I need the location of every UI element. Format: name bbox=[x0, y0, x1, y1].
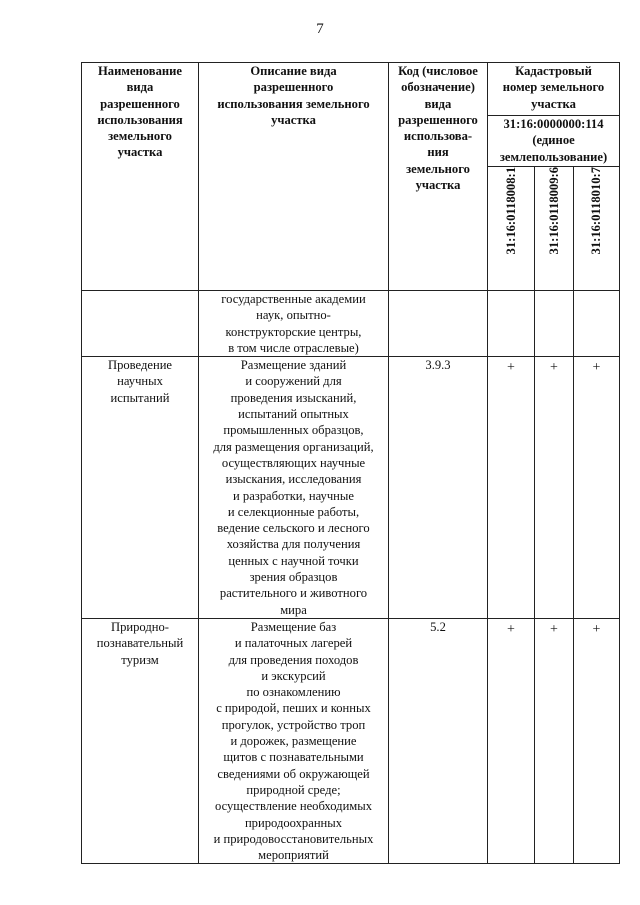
mark-text: + bbox=[592, 360, 601, 376]
header-cadastral-unified-text: 31:16:0000000:114 (единое землепользование) bbox=[499, 117, 608, 164]
page-number: 7 bbox=[316, 21, 324, 37]
header-code bbox=[389, 63, 488, 291]
header-row-1 bbox=[82, 63, 620, 116]
header-code-text: Код (числовое обозначение) вида разрешенного использова- ния земельного участка bbox=[398, 64, 478, 193]
mark-text: + bbox=[550, 360, 558, 376]
cell-description bbox=[199, 618, 389, 863]
table-row bbox=[82, 618, 620, 863]
header-description bbox=[199, 63, 389, 291]
header-name bbox=[82, 63, 199, 291]
mark-text: + bbox=[507, 360, 515, 376]
table-row-continuation bbox=[82, 291, 620, 357]
header-cadastral-title bbox=[488, 63, 620, 116]
cell-description bbox=[199, 357, 389, 619]
header-subnumber-2 bbox=[535, 167, 574, 291]
table-row bbox=[82, 357, 620, 619]
cell-name-text: Природно- познавательный туризм bbox=[96, 619, 184, 667]
mark-text: + bbox=[550, 621, 558, 637]
cell-code-text: 5.2 bbox=[430, 619, 446, 634]
header-cadastral-unified bbox=[488, 116, 620, 167]
cell-mark-2 bbox=[535, 357, 574, 619]
mark-text bbox=[574, 291, 619, 294]
header-name-text: Наименование вида разрешенного использования земельного участка bbox=[97, 64, 183, 160]
land-use-table bbox=[81, 62, 620, 864]
header-subnumber-3 bbox=[574, 167, 620, 291]
cell-name-text: Проведение научных испытаний bbox=[107, 358, 173, 405]
mark-text: + bbox=[592, 621, 601, 637]
cell-name bbox=[82, 618, 199, 863]
cell-mark-1 bbox=[488, 618, 535, 863]
subnumber-3-text: 31:16:0118010:7 bbox=[589, 167, 604, 255]
cell-description-text: Размещение баз и палаточных лагерей для проведения походов и экскурсий по ознакомлению с природой, пеших и конных прогулок, устройство троп и дорожек, размещение щитов с познавательными сведениями об окружающей природной среде; осуществление необходимых природоохранных и природовосстановительных мероприятий bbox=[213, 619, 374, 863]
subnumber-1-text: 31:16:0118008:1 bbox=[503, 167, 518, 255]
cell-mark-1 bbox=[488, 357, 535, 619]
cell-code bbox=[389, 618, 488, 863]
cell-name bbox=[82, 291, 199, 357]
cell-code bbox=[389, 357, 488, 619]
cell-mark-1 bbox=[488, 291, 535, 357]
cell-name bbox=[82, 357, 199, 619]
header-description-text: Описание вида разрешенного использования земельного участка bbox=[217, 64, 370, 127]
mark-text bbox=[488, 291, 534, 294]
cell-code bbox=[389, 291, 488, 357]
mark-text: + bbox=[507, 621, 515, 637]
cell-description-text: государственные академии наук, опытно- конструкторские центры, в том числе отраслевые) bbox=[221, 292, 366, 355]
cell-description bbox=[199, 291, 389, 357]
subnumber-2-text: 31:16:0118009:6 bbox=[546, 167, 561, 255]
cell-mark-3 bbox=[574, 357, 620, 619]
cell-description-text: Размещение зданий и сооружений для проведения изысканий, испытаний опытных промышленных образцов, для размещения организаций, осуществляющих научные изыскания, исследования и разработки, научные и селекционные работы, ведение сельского и лесного хозяйства для получения ценных с научной точки зрения образцов растительного и животного мира bbox=[213, 358, 374, 617]
cell-code-text: 3.9.3 bbox=[425, 358, 451, 373]
header-cadastral-title-text: Кадастровый номер земельного участка bbox=[502, 64, 605, 111]
cell-mark-3 bbox=[574, 291, 620, 357]
cell-mark-3 bbox=[574, 618, 620, 863]
cell-mark-2 bbox=[535, 291, 574, 357]
header-subnumber-1 bbox=[488, 167, 535, 291]
cell-mark-2 bbox=[535, 618, 574, 863]
mark-text bbox=[535, 291, 573, 294]
